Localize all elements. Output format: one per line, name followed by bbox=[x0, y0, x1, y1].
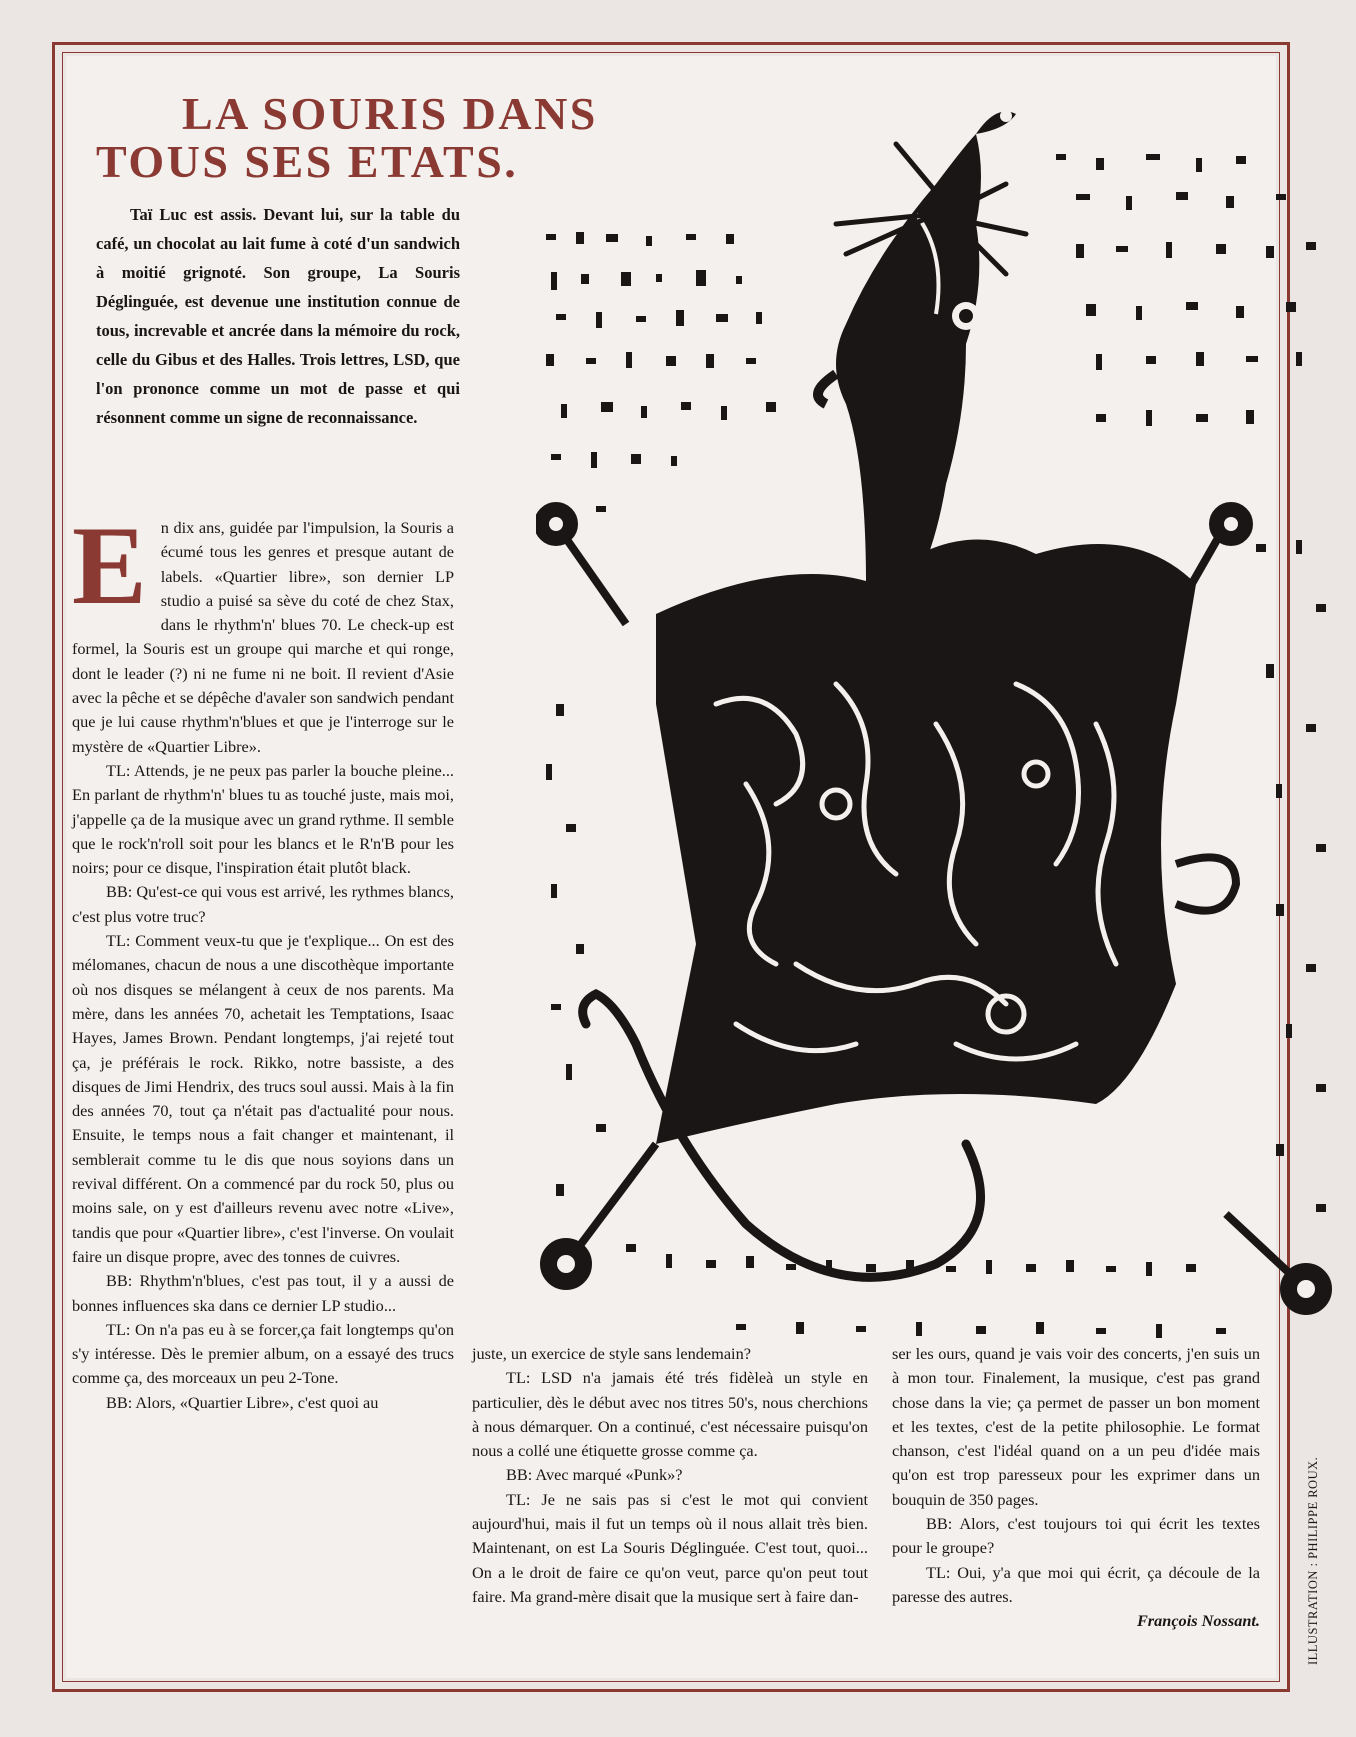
magazine-page bbox=[66, 56, 1276, 1678]
paragraph: BB: Alors, c'est toujours toi qui écrit les textes pour le groupe? bbox=[892, 1514, 1260, 1558]
paragraph: TL: Comment veux-tu que je t'explique... On est des mélomanes, chacun de nous a une discothèque importante où nos disques se mélangent à ceux de nos parents. Ma mère, dans les années 70, achetait les Temptations, Isaac Hayes, James Brown. Pendant longtemps, j'ai rejeté tout ça, je préférais le rock. Rikko, notre bassiste, a des disques de Jimi Hendrix, des trucs soul aussi. Mais à la fin des années 70, tout ça n'était pas d'actualité pour nous. Ensuite, le temps nous a fait changer et maintenant, il semblerait comme tu le dis que nous soyions dans un revival différent. On a commencé par du rock 50, plus ou moins sale, on y est d'ailleurs revenu avec notre «Live», tandis que pour «Quartier libre», c'est l'inverse. On voulait faire un disque propre, avec des tonnes de cuivres. bbox=[72, 931, 454, 1266]
body-column-3 bbox=[892, 1342, 1260, 1634]
body-column-1 bbox=[72, 504, 454, 1415]
paragraph: TL: LSD n'a jamais été trés fidèleà un style en particulier, dès le début avec nos titres 50's, nous cherchions à nous démarquer. On a continué, c'est nécessaire puisqu'on nous a collé une étiquette grosse comme ça. bbox=[472, 1368, 868, 1461]
paragraph: BB: Avec marqué «Punk»? bbox=[506, 1465, 683, 1485]
illustration-credit: ILLUSTRATION : PHILIPPE ROUX. bbox=[1306, 1456, 1320, 1665]
author-signature: François Nossant. bbox=[1136, 1611, 1260, 1631]
first-paragraph-text: n dix ans, guidée par l'impulsion, la Souris a écumé tous les genres et presque autant de labels. «Quartier libre», son dernier LP studio a puisé sa sève du coté de chez Stax, dans le rhythm'n' blues 70. Le check-up est formel, la Souris est un groupe qui marche et qui ronge, dont le leader (?) ni ne fume ni ne boit. Il revient d'Asie avec la pêche et se dépêche d'avaler son sandwich pendant que je lui cause rhythm'n'blues et que je l'interroge sur le mystère de «Quartier Libre». bbox=[72, 518, 454, 756]
paragraph-continued: juste, un exercice de style sans lendemain? bbox=[472, 1344, 751, 1363]
paragraph: BB: Rhythm'n'blues, c'est pas tout, il y a aussi de bonnes influences ska dans ce dernier LP studio... bbox=[72, 1271, 454, 1315]
title-line-2: TOUS SES ETATS. bbox=[96, 136, 519, 187]
mouse-neck-head bbox=[836, 134, 981, 584]
paragraph: TL: Attends, je ne peux pas parler la bouche pleine... En parlant de rhythm'n' blues tu as touché juste, mais moi, j'appelle ça de la musique avec un grand rythme. Il semble que le rock'n'roll soit pour les blancs et le R'n'B pour les noirs; pour ce disque, l'inspiration était plutôt black. bbox=[72, 760, 454, 878]
article-title bbox=[96, 90, 736, 186]
mouse-body-shape bbox=[656, 539, 1196, 1144]
drop-cap: E bbox=[72, 504, 147, 628]
body-column-2 bbox=[472, 1342, 868, 1609]
mouse-woodcut-illustration bbox=[536, 84, 1356, 1384]
paragraph: TL: Oui, y'a que moi qui écrit, ça découle de la paresse des autres. bbox=[892, 1562, 1260, 1606]
paragraph: TL: On n'a pas eu à se forcer,ça fait longtemps qu'on s'y intéresse. Dès le premier album, on a essayé des trucs comme ça, des morceaux un peu 2-Tone. bbox=[72, 1319, 454, 1388]
paragraph-continued: ser les ours, quand je vais voir des concerts, j'en suis un à mon tour. Finalement, la musique, c'est pas grand chose dans la vie; ça permet de passer un bon moment et les textes, c'est de la petite philosophie. Le format chanson, c'est l'idéal quand on a un peu d'idée mais qu'on est trop paresseux pour les exprimer dans un bouquin de 350 pages. bbox=[892, 1344, 1260, 1509]
article-lead: Taï Luc est assis. Devant lui, sur la table du café, un chocolat au lait fume à coté d'un sandwich à moitié grignoté. Son groupe, La Souris Déglinguée, est devenue une institution connue de tous, increvable et ancrée dans la mémoire du rock, celle du Gibus et des Halles. Trois lettres, LSD, que l'on prononce comme un mot de passe et qui résonnent comme un signe de reconnaissance. bbox=[96, 205, 460, 427]
paragraph: TL: Je ne sais pas si c'est le mot qui convient aujourd'hui, mais il fut un temps où il nous allait très bien. Maintenant, on est La Souris Déglinguée. C'est tout, quoi... On a le droit de faire ce qu'on veut, parce qu'on peut tout faire. Ma grand-mère disait que la musique sert à faire dan- bbox=[472, 1489, 868, 1606]
first-paragraph bbox=[72, 504, 454, 759]
paragraph: BB: Qu'est-ce qui vous est arrivé, les rythmes blancs, c'est plus votre truc? bbox=[72, 882, 454, 926]
title-line-1: LA SOURIS DANS bbox=[182, 88, 598, 139]
paragraph: BB: Alors, «Quartier Libre», c'est quoi au bbox=[106, 1392, 379, 1412]
